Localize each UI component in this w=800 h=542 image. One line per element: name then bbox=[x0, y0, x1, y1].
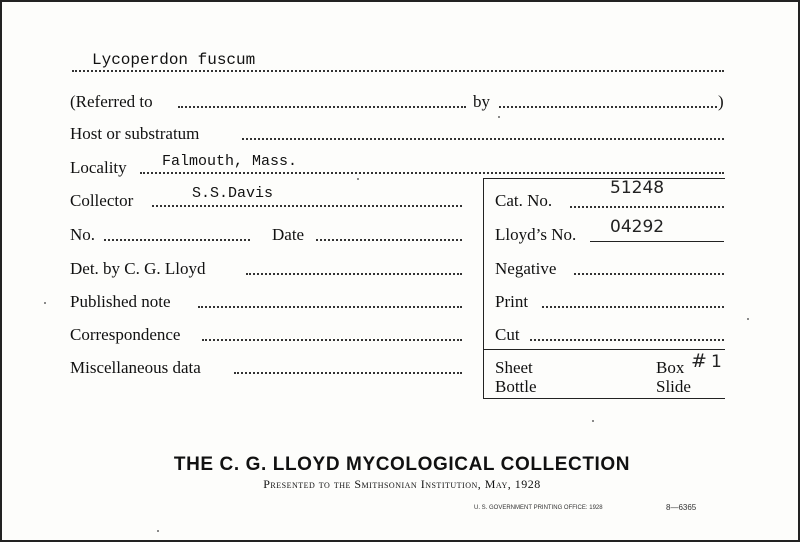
no-label: No. bbox=[70, 225, 96, 244]
correspondence-line bbox=[202, 339, 462, 341]
scan-speck bbox=[498, 116, 500, 118]
host-line bbox=[242, 138, 724, 140]
scan-speck bbox=[747, 318, 749, 320]
cat-no-label: Cat. No. bbox=[495, 191, 553, 210]
locality-label: Locality bbox=[70, 158, 127, 177]
scan-speck bbox=[357, 178, 359, 180]
species-line bbox=[72, 70, 724, 72]
species-name: Lycoperdon fuscum bbox=[92, 51, 256, 69]
close-paren: ) bbox=[718, 92, 724, 111]
collection-title: THE C. G. LLOYD MYCOLOGICAL COLLECTION bbox=[173, 454, 631, 475]
host-label: Host or substratum bbox=[70, 124, 200, 143]
right-box-left-border bbox=[483, 178, 484, 399]
date-label: Date bbox=[272, 225, 305, 244]
printing-office-note: U. S. GOVERNMENT PRINTING OFFICE: 1928 bbox=[474, 505, 603, 511]
correspondence-label: Correspondence bbox=[70, 325, 181, 344]
locality-line bbox=[140, 172, 724, 174]
det-by-label: Det. by C. G. Lloyd bbox=[70, 259, 206, 278]
bottle-label: Bottle bbox=[495, 377, 537, 396]
right-box-top-border bbox=[483, 178, 725, 179]
by-line bbox=[499, 106, 717, 108]
sheet-label: Sheet bbox=[495, 358, 533, 377]
by-label: by bbox=[473, 92, 490, 111]
collector-line bbox=[152, 205, 462, 207]
published-note-label: Published note bbox=[70, 292, 171, 311]
right-box-bottom-border bbox=[483, 398, 725, 399]
referred-to-line bbox=[178, 106, 466, 108]
cat-no-line bbox=[570, 206, 724, 208]
cat-no-value: 51248 bbox=[610, 178, 665, 198]
box-hash: # bbox=[691, 350, 707, 372]
misc-label: Miscellaneous data bbox=[70, 358, 201, 377]
published-note-line bbox=[198, 306, 462, 308]
form-number: 8—6365 bbox=[666, 503, 697, 512]
box-number: 1 bbox=[711, 352, 722, 372]
no-line bbox=[104, 239, 250, 241]
collector-value: S.S.Davis bbox=[192, 185, 274, 202]
box-label: Box bbox=[656, 358, 685, 377]
collector-label: Collector bbox=[70, 191, 134, 210]
print-line bbox=[542, 306, 724, 308]
right-box-divider bbox=[483, 349, 725, 350]
lloyds-no-label: Lloyd’s No. bbox=[495, 225, 577, 244]
lloyds-no-line bbox=[590, 241, 724, 242]
cut-label: Cut bbox=[495, 325, 520, 344]
cut-line bbox=[530, 339, 724, 341]
slide-label: Slide bbox=[656, 377, 691, 396]
scan-speck bbox=[157, 530, 159, 532]
scan-speck bbox=[592, 420, 594, 422]
collection-subtitle: Presented to the Smithsonian Institution, May, 1928 bbox=[263, 477, 541, 491]
misc-line bbox=[234, 372, 462, 374]
print-label: Print bbox=[495, 292, 529, 311]
referred-to-label: (Referred to bbox=[70, 92, 153, 111]
det-by-line bbox=[246, 273, 462, 275]
locality-value: Falmouth, Mass. bbox=[162, 153, 298, 170]
date-line bbox=[316, 239, 462, 241]
negative-line bbox=[574, 273, 724, 275]
scan-speck bbox=[44, 302, 46, 304]
negative-label: Negative bbox=[495, 259, 557, 278]
lloyds-no-value: 04292 bbox=[610, 217, 665, 237]
